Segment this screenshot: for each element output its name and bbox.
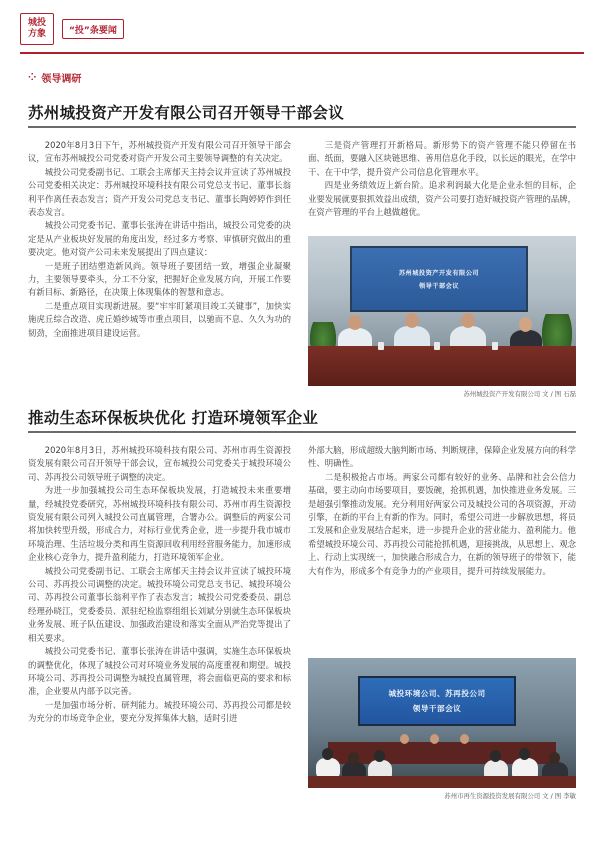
masthead (20, 10, 124, 48)
article-2-photo (308, 658, 576, 788)
section-tag (28, 70, 81, 85)
screen-title-line-1: 城投环境公司、苏再投公司 (388, 689, 486, 698)
screen-title-line-1: 苏州城投资产开发有限公司 (398, 270, 480, 277)
article-2-headline: 推动生态环保板块优化 打造环境领军企业 (28, 409, 319, 427)
article-1-photo-caption: 苏州城投资产开发有限公司 文 / 图 石磊 (463, 390, 576, 398)
article-1-paragraph: 一是班子团结塑造新风尚。领导班子要团结一致，增强企业凝聚力，主要领导要牵头，分工不分家，把握好企业发展方向，开展工作要有新目标、新路径，在决策上体现集体的智慧和意志。 (28, 260, 291, 298)
article-1-headline-rule (28, 126, 576, 128)
article-1-headline: 苏州城投资产开发有限公司召开领导干部会议 (28, 104, 345, 122)
article-2-headline-rule (28, 431, 576, 433)
section-marker-icon: ⁘ (28, 72, 37, 83)
article-2-paragraph: 二是积极抢占市场。两家公司都有较好的业务、品牌和社会公信力基础，要主动向市场要项目，要饭碗，抢抓机遇，加快推进业务发展。三是超强引擎推动发展。充分利用好两家公司及城投公司的各项资源，开动引擎，在新的平台上有新的作为。同时，希望公司进一步解放思想，将员工发展和企业发展结合起来，进一步提升企业的营业能力、盈利能力。他希望城投环境公司、苏再投公司能抢抓机遇，迎接挑战，从思想上、观念上、行动上实现统一，加快融合形成合力，在新的领导班子的带领下，能大有作为，形成多个有竞争力的产业项目，提升可持续发展能力。 (308, 471, 576, 576)
article-1-photo (308, 236, 576, 386)
meeting-screen (358, 676, 516, 726)
article-1-paragraph: 2020年8月3日下午，苏州城投资产开发有限公司召开领导干部会议，宣布苏州城投公司党委对资产开发公司主要领导调整的有关决定。 (28, 140, 291, 164)
article-1-paragraph: 四是业务绩效迈上新台阶。追求利润最大化是企业永恒的目标，企业要发展就要狠抓效益出成绩，资产公司要打造好城投资产管理的品牌，在资产管理的平台上越做越优。 (308, 180, 576, 218)
screen-title-line-2: 领导干部会议 (412, 704, 462, 713)
article-2-right-column (308, 444, 576, 578)
masthead-divider (20, 52, 584, 54)
article-1-left-column (28, 139, 291, 340)
article-1-paragraph: 城投公司党委书记、董事长张涛在讲话中指出，城投公司党委的决定是从产业板块好发展的角度出发，经过多方考察、审慎研究做出的重要决定。他对资产公司未来发展提出了四点建议： (28, 220, 291, 258)
magazine-logo (20, 13, 54, 45)
article-1-paragraph: 二是重点项目实现新进展。要“牢牢盯紧项目竣工关键事”，加快实施虎丘综合改造、虎丘婚纱城等市重点项目，以驰而不息、久久为功的韧劲，全面推进项目建设运营。 (28, 300, 291, 338)
article-2-paragraph: 一是加强市场分析、研判能力。城投环境公司、苏再投公司都是较为充分的市场竞争企业，要充分发挥集体大脑，适时引进 (28, 699, 291, 724)
article-2-left-column (28, 444, 291, 726)
article-2-paragraph: 城投公司党委副书记、工联会主席郁天主持会议并宣读了城投环境公司、苏再投公司调整的决定。城投环境公司党总支书记、城投环境公司、苏再投公司董事长翁利平作了表态发言；城投公司党委委员、副总经理孙晓江，党委委员、派驻纪检监察组组长刘斌分别就生态环保板块业务发展、班子队伍建设、加强政治建设和落实全面从严治党等提出了相关要求。 (28, 565, 291, 643)
column-badge: “投”条要闻 (62, 19, 124, 39)
meeting-screen (350, 246, 528, 312)
article-1-paragraph: 三是资产管理打开新格局。新形势下的资产管理不能只停留在书面、纸面，要融入区块链思维、善用信息化手段，以长远的眼光，在学中干、在干中学，提升资产公司信息化管理水平。 (308, 140, 576, 177)
article-2-paragraph: 为进一步加强城投公司生态环保板块发展，打造城投未来重要增量，经城投党委研究，苏州城投环境科技有限公司、苏州市再生资源投资发展有限公司列入城投公司直属管理，合署办公。调整后的两家公司将加快转型升级，形成合力，对标行业优秀企业，进一步提升我市城市环境治理、生活垃圾分类和再生资源回收利用经营服务能力，加速形成企业核心竞争力，提升盈利能力，打造环境领军企业。 (28, 485, 291, 563)
logo-line-1: 城投 (27, 18, 46, 28)
article-2-paragraph-continued: 外部大脑，形成超级大脑判断市场、判断规律，保障企业发展方向的科学性、明确性。 (308, 445, 576, 469)
article-1-right-column (308, 139, 576, 219)
screen-title-line-2: 领导干部会议 (418, 283, 460, 290)
article-1-paragraph: 城投公司党委副书记、工联会主席郁天主持会议并宣读了苏州城投公司党委相关决定：苏州城投环境科技有限公司党总支书记、董事长翁利平作离任表态发言；资产开发公司党总支书记、董事长陶婷婷作到任表态发言。 (28, 166, 291, 218)
logo-line-2: 方象 (27, 29, 46, 39)
article-2-photo-caption: 苏州市再生资源投资发展有限公司 文 / 图 李敏 (444, 792, 576, 800)
section-label: 领导调研 (41, 74, 82, 85)
article-2-paragraph: 2020年8月3日，苏州城投环境科技有限公司、苏州市再生资源投资发展有限公司召开领导干部会议，宣布城投公司党委关于城投环境公司、苏再投公司领导班子调整的决定。 (28, 445, 291, 482)
article-2-paragraph: 城投公司党委书记、董事长张涛在讲话中强调，实施生态环保板块的调整优化，体现了城投公司对环境业务发展的高度重视和期望。城投环境公司、苏再投公司调整为城投直属管理，将会面临更高的要求和标准，企业要从内部予以完善。 (28, 646, 291, 697)
